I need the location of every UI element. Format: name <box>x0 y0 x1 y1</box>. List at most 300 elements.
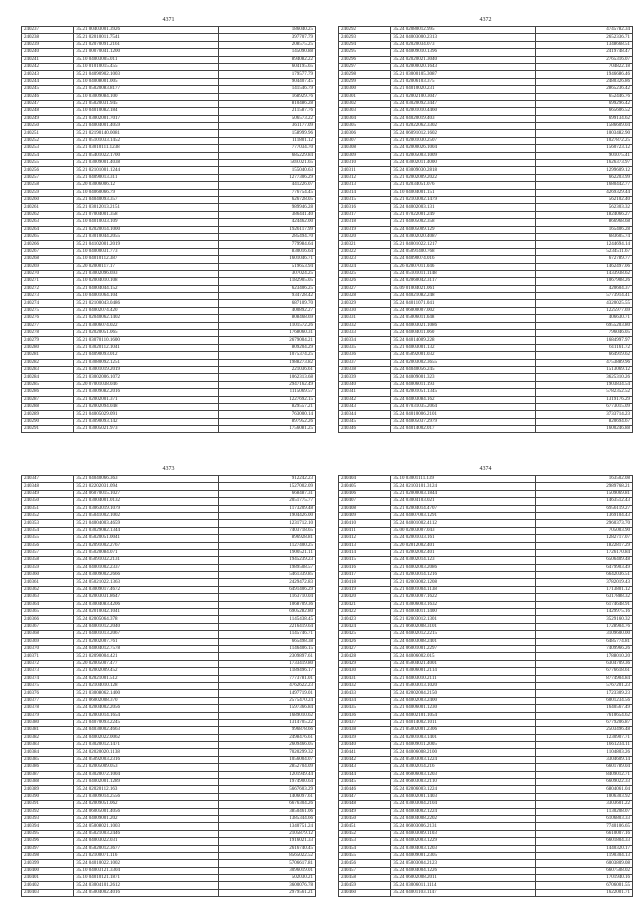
row-id-cell: 240393 <box>22 815 74 822</box>
table-row <box>22 115 316 122</box>
table-row <box>22 801 316 808</box>
amount-cell: 2216419.64 <box>218 623 315 630</box>
row-id-cell: 240328 <box>339 293 391 300</box>
code-cell: 35.21 04001013.2067 <box>74 631 219 638</box>
row-id-cell: 240410 <box>339 520 391 527</box>
table-row <box>22 830 316 837</box>
table-row <box>339 727 633 734</box>
code-cell: 35.21 03010111.1238 <box>74 145 219 152</box>
table-row <box>22 396 316 403</box>
row-id-cell: 240458 <box>339 875 391 882</box>
row-id-cell: 240385 <box>22 756 74 763</box>
table-row <box>339 645 633 652</box>
code-cell: 35.24 04014009.228 <box>391 337 536 344</box>
row-id-cell: 240277 <box>22 322 74 329</box>
amount-cell: 141546.79 <box>218 86 315 93</box>
table-row <box>339 594 633 601</box>
amount-cell: 6607508.02 <box>535 867 632 874</box>
code-cell: 35.24 04001103.1147 <box>391 889 536 896</box>
code-cell: 35.21 02002100.3047 <box>391 93 536 100</box>
amount-cell: 208575.25 <box>218 41 315 48</box>
amount-cell: 397707.79 <box>218 34 315 41</box>
amount-cell: 1115069.57 <box>218 389 315 396</box>
table-row <box>339 697 633 704</box>
row-id-cell: 240268 <box>22 256 74 263</box>
code-cell: 35.24 04003084.162 <box>391 396 536 403</box>
amount-cell: 1689010.62 <box>218 712 315 719</box>
code-cell: 35.24 04020019.403 <box>391 115 536 122</box>
row-id-cell: 240395 <box>22 830 74 837</box>
code-cell: 35.24 02003031.8647 <box>74 594 219 601</box>
code-cell: 35.10 03001111.139 <box>391 476 536 483</box>
amount-cell: 2616740.45 <box>218 845 315 852</box>
table-row <box>339 845 633 852</box>
table-row <box>22 359 316 366</box>
amount-cell: 1728904.76 <box>535 623 632 630</box>
row-id-cell: 240419 <box>339 586 391 593</box>
row-id-cell: 240358 <box>22 557 74 564</box>
amount-cell: 424462.00 <box>218 219 315 226</box>
code-cell: 35.21 04040093.357 <box>74 196 219 203</box>
code-cell: 35.20 03006006.12 <box>74 182 219 189</box>
code-cell: 35.24 03003004.2104 <box>391 801 536 808</box>
code-cell: 35.21 02034051.076 <box>391 182 536 189</box>
code-cell: 35.24 04090074.016 <box>391 256 536 263</box>
amount-cell: 1701940.16 <box>535 875 632 882</box>
table-row <box>22 875 316 882</box>
table-row <box>22 167 316 174</box>
code-cell: 35.21 02003014.1654 <box>74 712 219 719</box>
row-id-cell: 240343 <box>339 403 391 410</box>
table-row <box>339 601 633 608</box>
row-id-cell: 240412 <box>339 535 391 542</box>
amount-cell: 285494.70 <box>218 233 315 240</box>
row-id-cell: 240452 <box>339 830 391 837</box>
code-cell: 35.21 03090093.142 <box>74 418 219 425</box>
row-id-cell: 240383 <box>22 742 74 749</box>
row-id-cell: 240320 <box>339 233 391 240</box>
amount-cell: 6317888.32 <box>535 594 632 601</box>
amount-cell: 662203.99 <box>535 174 632 181</box>
code-cell: 35.24 04030002.4663 <box>74 727 219 734</box>
row-id-cell: 240264 <box>22 226 74 233</box>
amount-cell: 1189496.17 <box>218 668 315 675</box>
code-cell: 35.10 04008001.005 <box>74 78 219 85</box>
row-id-cell: 240346 <box>339 426 391 433</box>
amount-cell: 2989768.21 <box>535 483 632 490</box>
amount-cell: 158999.96 <box>218 130 315 137</box>
row-id-cell: 240295 <box>339 49 391 56</box>
table-row <box>339 219 633 226</box>
amount-cell: 221036.61 <box>218 366 315 373</box>
table-row <box>339 719 633 726</box>
row-id-cell: 240413 <box>339 542 391 549</box>
amount-cell: 809204.29 <box>218 344 315 351</box>
table-row <box>22 123 316 130</box>
row-id-cell: 240240 <box>22 49 74 56</box>
code-cell: 35.10 01010015.455 <box>74 63 219 70</box>
amount-cell: 5773914.41 <box>535 293 632 300</box>
code-cell: 35.10 04004001.151 <box>391 189 536 196</box>
page-number: 4372 <box>479 17 492 23</box>
row-id-cell: 240372 <box>22 660 74 667</box>
row-id-cell: 240396 <box>22 838 74 845</box>
code-cell: 35.21 02104010.128 <box>74 682 219 689</box>
row-id-cell: 240384 <box>22 749 74 756</box>
table-row <box>22 270 316 277</box>
code-cell: 35.09 01004021.061 <box>391 285 536 292</box>
table-row <box>339 337 633 344</box>
row-id-cell: 240273 <box>22 293 74 300</box>
amount-cell: 1926117.99 <box>218 226 315 233</box>
table-row <box>339 860 633 867</box>
amount-cell: 1586609.04 <box>535 123 632 130</box>
code-cell: 35.24 05008021.1003 <box>74 823 219 830</box>
row-id-cell: 240307 <box>339 137 391 144</box>
table-row <box>22 823 316 830</box>
table-row <box>339 660 633 667</box>
amount-cell: 386441.40 <box>218 211 315 218</box>
code-cell: 35.20 07001038.046 <box>74 381 219 388</box>
code-cell: 35.24 03009002.2666 <box>74 572 219 579</box>
code-cell: 35.24 03004003.1203 <box>391 845 536 852</box>
table-row <box>339 682 633 689</box>
table-row <box>22 498 316 505</box>
amount-cell: 665498.38 <box>218 638 315 645</box>
row-id-cell: 240362 <box>22 586 74 593</box>
code-cell: 35.10 04010121.1871 <box>74 875 219 882</box>
row-id-cell: 240368 <box>22 631 74 638</box>
row-id-cell: 240401 <box>22 875 74 882</box>
row-id-cell: 240257 <box>22 174 74 181</box>
row-id-cell: 240267 <box>22 248 74 255</box>
table-row <box>339 823 633 830</box>
amount-cell: 6304709.36 <box>535 660 632 667</box>
amount-cell: 4269329.44 <box>535 189 632 196</box>
amount-cell: 665606.52 <box>535 108 632 115</box>
amount-cell: 3782019.43 <box>535 579 632 586</box>
row-id-cell: 240288 <box>22 403 74 410</box>
table-row <box>339 734 633 741</box>
table-row <box>22 808 316 815</box>
amount-cell: 2503496.48 <box>535 727 632 734</box>
row-id-cell: 240323 <box>339 256 391 263</box>
table-row <box>339 764 633 771</box>
row-id-cell: 240392 <box>22 808 74 815</box>
row-id-cell: 240263 <box>22 219 74 226</box>
table-row <box>22 483 316 490</box>
amount-cell: 1824066.27 <box>535 211 632 218</box>
amount-cell: 6610007.16 <box>535 830 632 837</box>
table-row <box>22 609 316 616</box>
row-id-cell: 240258 <box>22 182 74 189</box>
amount-cell: 1916021.33 <box>218 838 315 845</box>
row-id-cell: 240315 <box>339 196 391 203</box>
row-id-cell: 240456 <box>339 860 391 867</box>
table-row <box>22 100 316 107</box>
code-cell: 35.24 05020051.0041 <box>74 535 219 542</box>
table-row <box>22 542 316 549</box>
code-cell: 35.24 04002003.131 <box>391 204 536 211</box>
amount-cell: 652446.76 <box>535 93 632 100</box>
amount-cell: 3733714.23 <box>535 411 632 418</box>
amount-cell: 1282717.07 <box>535 535 632 542</box>
row-id-cell: 240432 <box>339 682 391 689</box>
table-row <box>22 211 316 218</box>
amount-cell: 6955203.80 <box>535 322 632 329</box>
table-row <box>339 100 633 107</box>
code-cell: 35.21 02003014.1216 <box>391 572 536 579</box>
code-cell: 35.24 05091032.2131 <box>74 557 219 564</box>
code-cell: 35.10 04010033.109 <box>74 219 219 226</box>
table-row <box>339 322 633 329</box>
row-id-cell: 240460 <box>339 889 391 896</box>
code-cell: 35.21 03012013.2151 <box>74 204 219 211</box>
amount-cell: 1062313.68 <box>218 374 315 381</box>
amount-cell: 1145746.71 <box>218 631 315 638</box>
table-row <box>339 512 633 519</box>
table-row <box>339 56 633 63</box>
table-row <box>339 609 633 616</box>
amount-cell: 2498476.61 <box>218 734 315 741</box>
row-id-cell: 240354 <box>22 527 74 534</box>
row-id-cell: 240319 <box>339 226 391 233</box>
row-id-cell: 240253 <box>22 145 74 152</box>
row-id-cell: 240249 <box>22 115 74 122</box>
row-id-cell: 240457 <box>339 867 391 874</box>
row-id-cell: 240332 <box>339 322 391 329</box>
code-cell: 35.26 02007011.046 <box>391 263 536 270</box>
code-cell: 35.21 05101033.1452 <box>74 137 219 144</box>
table-row <box>22 56 316 63</box>
table-row <box>339 381 633 388</box>
code-cell: 35.21 05020084.071 <box>74 549 219 556</box>
table-row <box>22 512 316 519</box>
page-panel-2 <box>338 14 633 433</box>
code-cell: 35.24 05003003.1224 <box>391 756 536 763</box>
code-cell: 35.24 04009010.1396 <box>391 49 536 56</box>
code-cell: 35.21 02004014.4707 <box>391 505 536 512</box>
amount-cell: 1231712.10 <box>218 520 315 527</box>
table-row <box>22 263 316 270</box>
amount-cell: 7740106.65 <box>535 823 632 830</box>
row-id-cell: 240241 <box>22 56 74 63</box>
table-row <box>22 675 316 682</box>
code-cell: 35.24 02060042.3117 <box>391 278 536 285</box>
code-cell: 35.24 02000026.1004 <box>391 145 536 152</box>
code-cell: 35.24 04021082.248 <box>391 293 536 300</box>
row-id-cell: 240437 <box>339 719 391 726</box>
table-row <box>22 520 316 527</box>
table-row <box>22 779 316 786</box>
table-row <box>339 808 633 815</box>
table-row <box>339 293 633 300</box>
code-cell: 35.24 02001051.1345 <box>391 389 536 396</box>
table-row <box>22 527 316 534</box>
code-cell: 35.24 04006011.193 <box>391 381 536 388</box>
row-id-cell: 240238 <box>22 34 74 41</box>
code-cell: 35.21 05041002.1002 <box>74 512 219 519</box>
row-id-cell: 240443 <box>339 764 391 771</box>
table-row <box>339 749 633 756</box>
row-id-cell: 240296 <box>339 56 391 63</box>
row-id-cell: 240349 <box>22 490 74 497</box>
code-cell: 35.24 04040056.245 <box>391 366 536 373</box>
row-id-cell: 240380 <box>22 719 74 726</box>
code-cell: 35.24 04003009.1103 <box>391 830 536 837</box>
code-cell: 35.21 03008062.1400 <box>74 690 219 697</box>
table-row <box>339 352 633 359</box>
row-id-cell: 240438 <box>339 727 391 734</box>
amount-cell: 1974900.64 <box>218 779 315 786</box>
code-cell: 35.24 04002003.1229 <box>391 838 536 845</box>
amount-cell: 168929.76 <box>218 93 315 100</box>
amount-cell: 1056004.07 <box>218 756 315 763</box>
amount-cell: 1225977.69 <box>535 307 632 314</box>
table-row <box>339 278 633 285</box>
code-cell: 35.20 02012002.401 <box>391 542 536 549</box>
amount-cell: 685229.84 <box>218 152 315 159</box>
code-cell: 35.21 00070041.1200 <box>74 49 219 56</box>
code-cell: 35.21 04102001.2019 <box>74 241 219 248</box>
table-row <box>22 248 316 255</box>
table-row <box>339 793 633 800</box>
row-id-cell: 240425 <box>339 631 391 638</box>
row-id-cell: 240270 <box>22 270 74 277</box>
row-id-cell: 240314 <box>339 189 391 196</box>
row-id-cell: 240342 <box>339 396 391 403</box>
row-id-cell: 240292 <box>339 27 391 34</box>
amount-cell: 1733419.80 <box>218 660 315 667</box>
amount-cell: 7403718.65 <box>218 527 315 534</box>
row-id-cell: 240402 <box>22 882 74 889</box>
row-id-cell: 240386 <box>22 764 74 771</box>
amount-cell: 6174648.91 <box>535 601 632 608</box>
code-cell: 35.24 03002014.216 <box>391 764 536 771</box>
table-row <box>339 505 633 512</box>
row-id-cell: 240269 <box>22 263 74 270</box>
row-id-cell: 240256 <box>22 167 74 174</box>
row-id-cell: 240446 <box>339 786 391 793</box>
table-row <box>22 505 316 512</box>
table-row <box>22 749 316 756</box>
row-id-cell: 240447 <box>339 793 391 800</box>
row-id-cell: 240299 <box>339 78 391 85</box>
amount-cell: 866968.68 <box>535 219 632 226</box>
amount-cell: 2609466.05 <box>218 742 315 749</box>
code-cell: 35.21 04002001.1289 <box>74 779 219 786</box>
row-id-cell: 240278 <box>22 330 74 337</box>
code-cell: 35.21 03006074.022 <box>74 322 219 329</box>
table-row <box>22 337 316 344</box>
row-id-cell: 240265 <box>22 233 74 240</box>
row-id-cell: 240426 <box>339 638 391 645</box>
code-cell: 35.21 03029082.1344 <box>74 527 219 534</box>
amount-cell: 1190304.13 <box>535 852 632 859</box>
table-row <box>22 616 316 623</box>
row-id-cell: 240261 <box>22 204 74 211</box>
row-id-cell: 240294 <box>339 41 391 48</box>
row-id-cell: 240252 <box>22 137 74 144</box>
table-row <box>339 668 633 675</box>
amount-cell: 3304609.14 <box>535 756 632 763</box>
code-cell: 35.24 05003004.2123 <box>391 860 536 867</box>
table-row <box>339 712 633 719</box>
table-row <box>22 889 316 896</box>
table-row <box>22 623 316 630</box>
amount-cell: 1626373.97 <box>535 160 632 167</box>
row-id-cell: 240303 <box>339 108 391 115</box>
row-id-cell: 240399 <box>22 860 74 867</box>
row-id-cell: 240246 <box>22 93 74 100</box>
table-row <box>22 426 316 433</box>
code-cell: 35.21 02002001.371 <box>74 396 219 403</box>
code-cell: 35.24 03020092.3447 <box>391 100 536 107</box>
row-id-cell: 240311 <box>339 167 391 174</box>
amount-cell: 1314705.22 <box>218 719 315 726</box>
table-row <box>339 535 633 542</box>
amount-cell: 989946.28 <box>218 204 315 211</box>
table-row <box>339 330 633 337</box>
row-id-cell: 240251 <box>22 130 74 137</box>
row-id-cell: 240408 <box>339 505 391 512</box>
amount-cell: 111801.12 <box>218 137 315 144</box>
code-cell: 35.24 02020020.1138 <box>74 749 219 756</box>
amount-cell: 1723309.23 <box>535 690 632 697</box>
amount-cell: 7409966.26 <box>535 645 632 652</box>
amount-cell: 3850461.06 <box>218 808 315 815</box>
amount-cell: 1433938.62 <box>535 270 632 277</box>
table-row <box>22 204 316 211</box>
table-row <box>22 137 316 144</box>
amount-cell: 1497719.01 <box>218 690 315 697</box>
code-cell: 35.24 04014002.017 <box>391 426 536 433</box>
code-cell: 35.24 02020112.163 <box>74 786 219 793</box>
amount-cell: 704822.18 <box>535 63 632 70</box>
row-id-cell: 240318 <box>339 219 391 226</box>
code-cell: 35.24 04004008.2202 <box>391 815 536 822</box>
amount-cell: 687109.70 <box>218 300 315 307</box>
row-id-cell: 240441 <box>339 749 391 756</box>
table-row <box>339 564 633 571</box>
code-cell: 35.21 04090013.311 <box>74 174 219 181</box>
code-cell: 35.24 04002003.2400 <box>391 697 536 704</box>
amount-cell: 8774904.84 <box>535 675 632 682</box>
row-id-cell: 240429 <box>339 660 391 667</box>
amount-cell: 8409012.71 <box>535 771 632 778</box>
amount-cell: 6491406.29 <box>218 586 315 593</box>
row-id-cell: 240350 <box>22 498 74 505</box>
row-id-cell: 240239 <box>22 41 74 48</box>
amount-cell: 6506409.48 <box>535 557 632 564</box>
amount-cell: 1513069.12 <box>535 366 632 373</box>
amount-cell: 6479903.49 <box>535 564 632 571</box>
row-id-cell: 240271 <box>22 278 74 285</box>
code-cell: 35.24 05092003.2316 <box>74 756 219 763</box>
row-id-cell: 240255 <box>22 160 74 167</box>
table-row <box>22 256 316 263</box>
code-cell: 35.24 02005064.378 <box>74 616 219 623</box>
amount-cell: 420604.37 <box>535 285 632 292</box>
code-cell: 35.21 04004001.4059 <box>74 123 219 130</box>
row-id-cell: 240450 <box>339 815 391 822</box>
table-row <box>339 263 633 270</box>
code-cell: 35.24 04007003.1291 <box>391 512 536 519</box>
table-row <box>339 34 633 41</box>
amount-cell: 1163710.04 <box>218 594 315 601</box>
amount-cell: 6956119.27 <box>535 505 632 512</box>
amount-cell: 1003482.90 <box>535 130 632 137</box>
